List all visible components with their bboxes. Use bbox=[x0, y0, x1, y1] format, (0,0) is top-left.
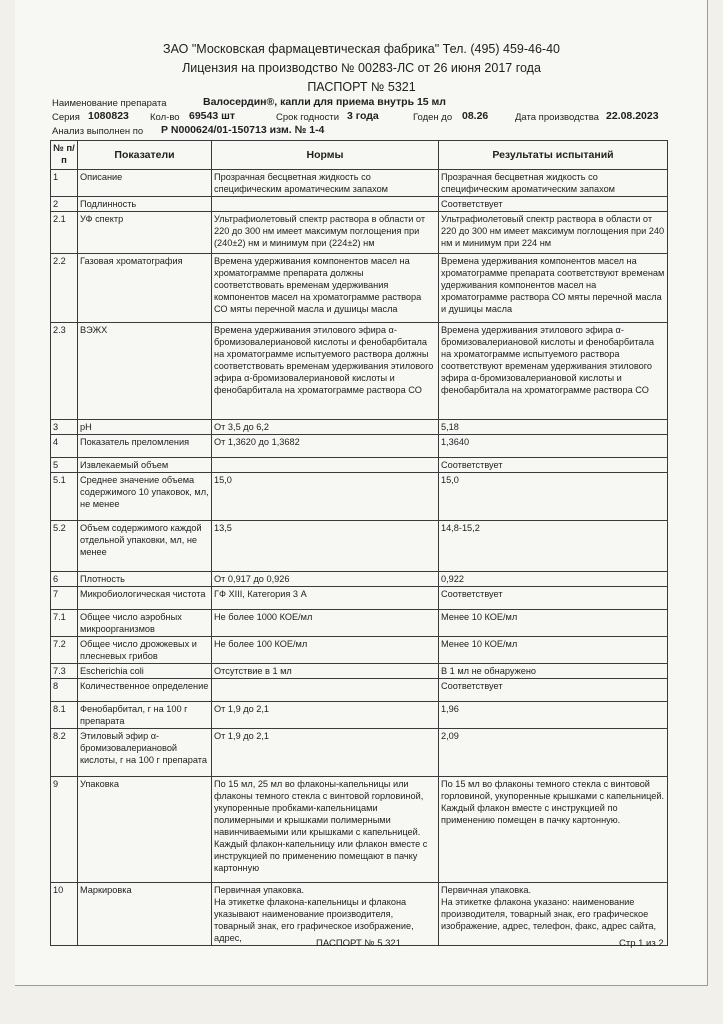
row-number: 9 bbox=[51, 777, 78, 883]
quantity-label: Кол-во bbox=[150, 112, 180, 123]
quantity-value: 69543 шт bbox=[189, 110, 236, 122]
row-number: 2.2 bbox=[51, 254, 78, 323]
col-header-number: № п/п bbox=[51, 141, 78, 170]
row-result: Прозрачная бесцветная жидкость со специфическим ароматическим запахом bbox=[439, 170, 668, 197]
row-norm: От 1,3620 до 1,3682 bbox=[212, 435, 439, 458]
table-row bbox=[51, 254, 668, 323]
table-row bbox=[51, 473, 668, 521]
table-row bbox=[51, 702, 668, 729]
row-number: 8.2 bbox=[51, 729, 78, 777]
table-row bbox=[51, 323, 668, 420]
row-norm: По 15 мл, 25 мл во флаконы-капельницы или флаконы темного стекла с винтовой горловиной, укупоренные пробками-капельницами полимерными и крышками полимерными навинчиваемыми или крышками с капельницей. Каждый флакон-капельницу или флакон вместе с инструкцией по применению помещают в пачку картонную bbox=[212, 777, 439, 883]
valid-until-value: 08.26 bbox=[462, 110, 489, 122]
table-row bbox=[51, 458, 668, 473]
row-number: 3 bbox=[51, 420, 78, 435]
row-indicator: Этиловый эфир α-бромизовалериановой кислоты, г на 100 г препарата bbox=[78, 729, 212, 777]
row-result: Первичная упаковка. На этикетке флакона указано: наименование производителя, товарный знак, его графическое изображение, адрес, телефон, факс, адрес сайта, bbox=[439, 883, 668, 946]
row-indicator: Маркировка bbox=[78, 883, 212, 946]
row-indicator: Общее число аэробных микроорганизмов bbox=[78, 610, 212, 637]
row-norm bbox=[212, 679, 439, 702]
table-row bbox=[51, 420, 668, 435]
row-number: 4 bbox=[51, 435, 78, 458]
shelf-life-label: Срок годности bbox=[276, 112, 340, 123]
row-result: По 15 мл во флаконы темного стекла с винтовой горловиной, укупоренные крышками с капельницей. Каждый флакон вместе с инструкцией по применению помещен в пачку картонную. bbox=[439, 777, 668, 883]
row-result: В 1 мл не обнаружено bbox=[439, 664, 668, 679]
table-header-row bbox=[51, 141, 668, 170]
row-norm: От 0,917 до 0,926 bbox=[212, 572, 439, 587]
table-row bbox=[51, 435, 668, 458]
table-row bbox=[51, 521, 668, 572]
row-number: 5.2 bbox=[51, 521, 78, 572]
license-line: Лицензия на производство № 00283-ЛС от 26 июня 2017 года bbox=[182, 61, 541, 75]
row-indicator: ВЭЖХ bbox=[78, 323, 212, 420]
row-result: Соответствует bbox=[439, 679, 668, 702]
table-row bbox=[51, 777, 668, 883]
row-indicator: Газовая хроматография bbox=[78, 254, 212, 323]
row-indicator: Микробиологическая чистота bbox=[78, 587, 212, 610]
row-result: 0,922 bbox=[439, 572, 668, 587]
row-number: 5 bbox=[51, 458, 78, 473]
row-indicator: pH bbox=[78, 420, 212, 435]
table-row bbox=[51, 587, 668, 610]
row-number: 6 bbox=[51, 572, 78, 587]
row-indicator: Количественное определение bbox=[78, 679, 212, 702]
row-result: 15,0 bbox=[439, 473, 668, 521]
row-number: 8 bbox=[51, 679, 78, 702]
row-number: 2.3 bbox=[51, 323, 78, 420]
drug-name-label: Наименование препарата bbox=[52, 98, 167, 109]
row-norm: Ультрафиолетовый спектр раствора в области от 220 до 300 нм имеет максимум поглощения при (240±2) нм и минимум при (224±2) нм bbox=[212, 212, 439, 254]
row-indicator: Фенобарбитал, г на 100 г препарата bbox=[78, 702, 212, 729]
row-norm: Первичная упаковка. На этикетке флакона-капельницы и флакона указывают наименование производителя, товарный знак, его графическое изображение, адрес, bbox=[212, 883, 439, 946]
row-result: Менее 10 КОЕ/мл bbox=[439, 610, 668, 637]
row-number: 2.1 bbox=[51, 212, 78, 254]
row-number: 1 bbox=[51, 170, 78, 197]
drug-name-value: Валосердин®, капли для приема внутрь 15 мл bbox=[203, 96, 446, 108]
row-result: 5,18 bbox=[439, 420, 668, 435]
col-header-indicators: Показатели bbox=[78, 141, 212, 170]
table-row bbox=[51, 197, 668, 212]
row-number: 7.2 bbox=[51, 637, 78, 664]
row-result: Менее 10 КОЕ/мл bbox=[439, 637, 668, 664]
row-indicator: Подлинность bbox=[78, 197, 212, 212]
production-date-label: Дата производства bbox=[515, 112, 599, 123]
valid-until-label: Годен до bbox=[413, 112, 453, 123]
row-number: 7.1 bbox=[51, 610, 78, 637]
row-indicator: Escherichia coli bbox=[78, 664, 212, 679]
shelf-life-value: 3 года bbox=[347, 110, 379, 122]
row-indicator: Объем содержимого каждой отдельной упаковки, мл, не менее bbox=[78, 521, 212, 572]
table-row bbox=[51, 572, 668, 587]
row-norm: Времена удерживания этилового эфира α-бромизовалериановой кислоты и фенобарбитала на хроматограмме испытуемого раствора должны соответствовать временам удерживания этилового эфира α-бромизовалериановой кислоты и фенобарбитала на хроматограмме раствора СО bbox=[212, 323, 439, 420]
row-indicator: Плотность bbox=[78, 572, 212, 587]
table-row bbox=[51, 212, 668, 254]
row-result: Соответствует bbox=[439, 458, 668, 473]
passport-title: ПАСПОРТ № 5321 bbox=[307, 80, 416, 94]
col-header-norms: Нормы bbox=[212, 141, 439, 170]
row-number: 7.3 bbox=[51, 664, 78, 679]
table-row bbox=[51, 170, 668, 197]
row-norm: Отсутствие в 1 мл bbox=[212, 664, 439, 679]
row-norm bbox=[212, 458, 439, 473]
footer-passport: ПАСПОРТ № 5 321 bbox=[316, 938, 401, 949]
analysis-label: Анализ выполнен по bbox=[52, 126, 144, 137]
row-norm: 13,5 bbox=[212, 521, 439, 572]
series-value: 1080823 bbox=[88, 110, 129, 122]
col-header-results: Результаты испытаний bbox=[439, 141, 668, 170]
row-result: Соответствует bbox=[439, 197, 668, 212]
row-norm: Не более 100 КОЕ/мл bbox=[212, 637, 439, 664]
row-number: 10 bbox=[51, 883, 78, 946]
company-header: ЗАО "Московская фармацевтическая фабрика" Тел. (495) 459-46-40 bbox=[163, 42, 560, 56]
row-indicator: Среднее значение объема содержимого 10 упаковок, мл, не менее bbox=[78, 473, 212, 521]
row-result: 2,09 bbox=[439, 729, 668, 777]
analysis-value: Р N000624/01-150713 изм. № 1-4 bbox=[161, 124, 325, 136]
row-result: 1,3640 bbox=[439, 435, 668, 458]
row-number: 2 bbox=[51, 197, 78, 212]
row-norm: Не более 1000 КОЕ/мл bbox=[212, 610, 439, 637]
row-norm: ГФ XIII, Категория 3 А bbox=[212, 587, 439, 610]
row-indicator: Упаковка bbox=[78, 777, 212, 883]
results-table bbox=[50, 140, 668, 946]
row-norm: Времена удерживания компонентов масел на хроматограмме препарата должны соответствовать временам удерживания компонентов масел на хроматограмме раствора СО мяты перечной масла и душицы масла bbox=[212, 254, 439, 323]
row-number: 7 bbox=[51, 587, 78, 610]
row-indicator: Извлекаемый объем bbox=[78, 458, 212, 473]
table-row bbox=[51, 610, 668, 637]
row-result: Ультрафиолетовый спектр раствора в области от 220 до 300 нм имеет максимум поглощения при 240 нм и минимум при 224 нм bbox=[439, 212, 668, 254]
row-indicator: Общее число дрожжевых и плесневых грибов bbox=[78, 637, 212, 664]
row-norm: Прозрачная бесцветная жидкость со специфическим ароматическим запахом bbox=[212, 170, 439, 197]
page-number: Стр.1 из 2 bbox=[619, 938, 664, 949]
row-result: 14,8-15,2 bbox=[439, 521, 668, 572]
row-indicator: Описание bbox=[78, 170, 212, 197]
row-norm: От 3,5 до 6,2 bbox=[212, 420, 439, 435]
row-result: Времена удерживания этилового эфира α-бромизовалериановой кислоты и фенобарбитала на хроматограмме испытуемого раствора соответствуют временам удерживания этилового эфира α-бромизовалериановой кислоты и фенобарбитала на хроматограмме раствора СО bbox=[439, 323, 668, 420]
table-row bbox=[51, 883, 668, 946]
row-norm: 15,0 bbox=[212, 473, 439, 521]
row-result: 1,96 bbox=[439, 702, 668, 729]
row-norm: От 1,9 до 2,1 bbox=[212, 729, 439, 777]
row-indicator: Показатель преломления bbox=[78, 435, 212, 458]
table-row bbox=[51, 664, 668, 679]
row-norm: От 1,9 до 2,1 bbox=[212, 702, 439, 729]
row-indicator: УФ спектр bbox=[78, 212, 212, 254]
row-result: Соответствует bbox=[439, 587, 668, 610]
row-result: Времена удерживания компонентов масел на хроматограмме препарата соответствуют временам удерживания компонентов масел на хроматограмме раствора СО мяты перечной масла и душицы масла bbox=[439, 254, 668, 323]
table-row bbox=[51, 729, 668, 777]
row-number: 5.1 bbox=[51, 473, 78, 521]
table-row bbox=[51, 679, 668, 702]
table-row bbox=[51, 637, 668, 664]
row-number: 8.1 bbox=[51, 702, 78, 729]
production-date-value: 22.08.2023 bbox=[606, 110, 659, 122]
series-label: Серия bbox=[52, 112, 80, 123]
row-norm bbox=[212, 197, 439, 212]
